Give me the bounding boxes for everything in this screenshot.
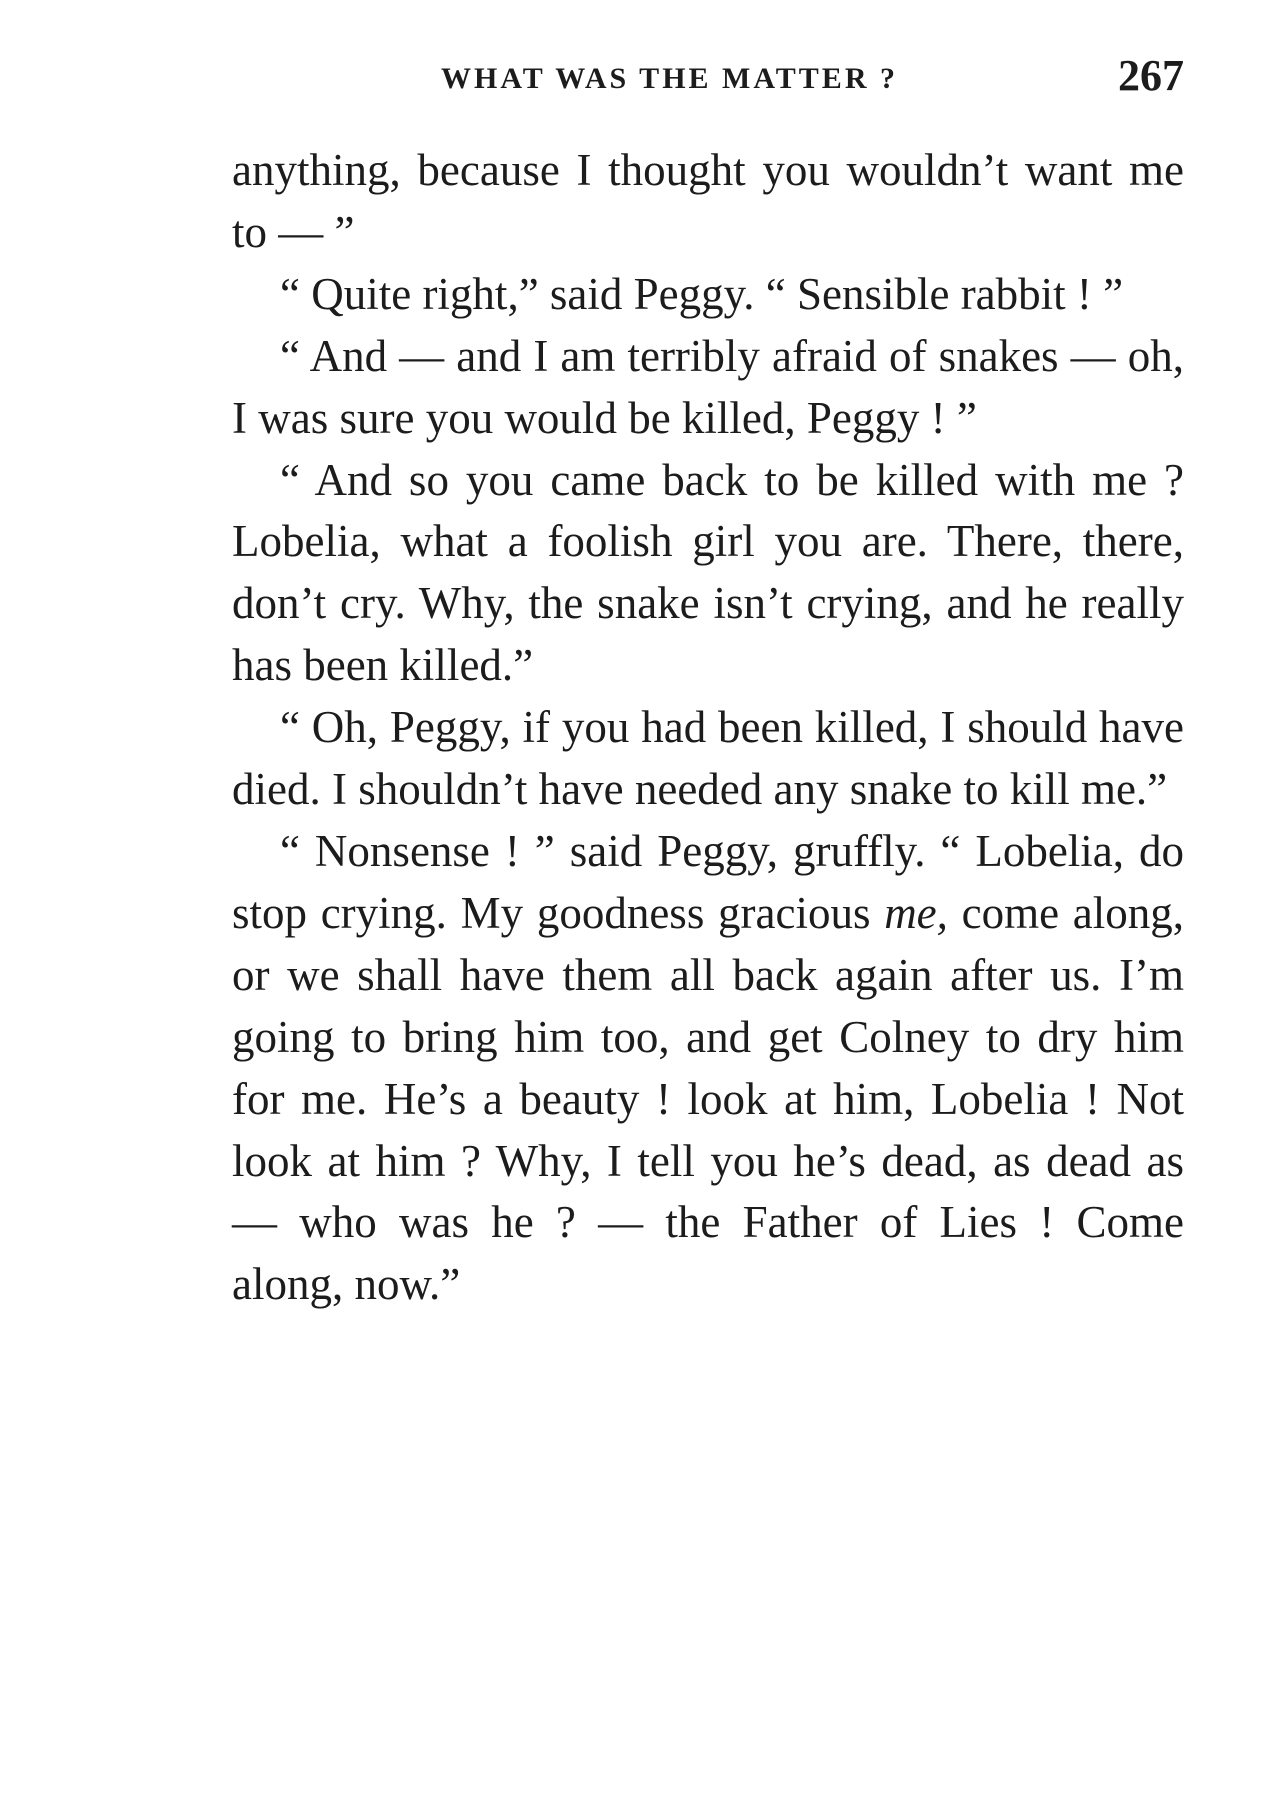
paragraph-3: “ And — and I am terribly afraid of snakes — oh, I was sure you would be killed, Peggy ! ” xyxy=(232,330,1184,443)
paragraph-5: “ Oh, Peggy, if you had been killed, I should have died. I shouldn’t have needed any snake to kill me.” xyxy=(232,702,1184,815)
page-number: 267 xyxy=(1118,51,1184,100)
text-body xyxy=(232,140,1184,1316)
paragraph-4: “ And so you came back to be killed with me ? Lobelia, what a foolish girl you are. There, there, don’t cry. Why, the snake isn’t crying, and he really has been killed.” xyxy=(232,454,1184,691)
running-head xyxy=(236,48,1184,108)
running-title: WHAT WAS THE MATTER ? xyxy=(441,62,898,95)
paragraph-6 xyxy=(232,821,1184,1316)
paragraph-6-emphasis: me, xyxy=(884,887,948,938)
paragraph-2: “ Quite right,” said Peggy. “ Sensible rabbit ! ” xyxy=(280,268,1124,319)
paragraph-6-end: come along, or we shall have them all back again after us. I’m going to bring him too, and get Colney to dry him for me. He’s a beauty ! look at him, Lobelia ! Not look at him ? Why, I tell you he’s dead, as dead as — who was he ? — the Father of Lies ! Come along, now.” xyxy=(232,887,1184,1310)
paragraph-6-start: “ Nonsense ! ” said Peggy, gruffly. “ Lobelia, do stop crying. My goodness gracious xyxy=(232,825,1184,938)
paragraph-1: anything, because I thought you wouldn’t want me to — ” xyxy=(232,145,1184,257)
